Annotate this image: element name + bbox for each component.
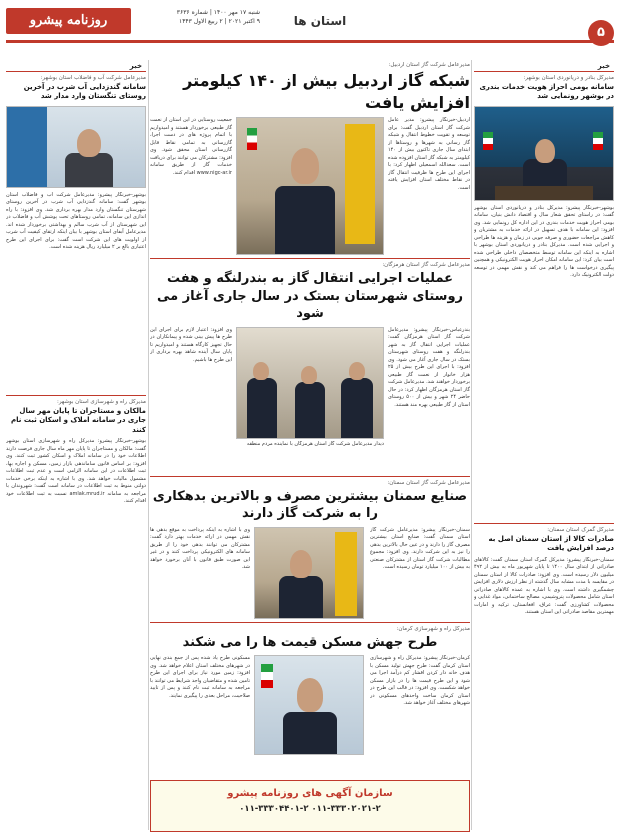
flag-icon bbox=[261, 664, 273, 688]
lead-headline: شبکه گاز اردبیل بیش از ۱۴۰ کیلومتر افزایش یافت bbox=[183, 71, 470, 112]
lead-article bbox=[150, 117, 470, 255]
classified-ad-box bbox=[150, 780, 470, 832]
article-body: بوشهر-خبرنگار پیشرو: مدیرعامل شرکت آب و فاضلاب استان بوشهر گفت: سامانه گندزدایی آب شرب در آخرین روستای شهرستان تنگستان وارد مدار بهره برداری شد. وی افزود: با راه اندازی این سامانه، تمامی روستاهای تحت پوشش آب و فاضلاب در این شهرستان از آب شرب سالم و بهداشتی برخوردار شده اند. مدیرعامل آبفای استان بوشهر با بیان اینکه ارتقای کیفیت آب شرب از اولویت های این شرکت است گفت: برای اجرای این طرح اعتباری بالغ بر ۲ میلیارد ریال هزینه شده است. bbox=[6, 191, 146, 251]
main-column bbox=[150, 60, 470, 830]
photo-caption: دیدار مدیرعامل شرکت گاز استان هرمزگان با نماینده مردم منطقه bbox=[246, 440, 384, 447]
column-label: خبر bbox=[6, 60, 146, 72]
person-figure bbox=[247, 378, 277, 439]
flag-icon bbox=[483, 132, 493, 150]
article-headline: صادرات کالا از استان سمنان اصل به درصد افزایش یافت bbox=[488, 534, 614, 553]
company-logo-banner bbox=[345, 124, 375, 244]
right-column bbox=[474, 60, 614, 830]
flag-icon bbox=[593, 132, 603, 150]
article-photo bbox=[474, 106, 614, 201]
article-headline: مالکان و مستاجران تا پایان مهر سال جاری در سامانه املاک و اسکان ثبت نام کنند bbox=[11, 406, 146, 434]
speaker-figure bbox=[65, 153, 113, 188]
podium bbox=[495, 186, 593, 200]
person-figure bbox=[295, 382, 325, 439]
article-photo bbox=[236, 327, 384, 439]
article-headline: صنایع سمنان بیشترین مصرف و بالاترین بدهکاری را به شرکت گاز دارند bbox=[152, 488, 468, 522]
speaker-head bbox=[297, 678, 323, 712]
issue-meta bbox=[140, 8, 260, 26]
article-body: وی افزود: اعتبار لازم برای اجرای این طرح ها پیش بینی شده و پیمانکاران در حال تجهیز کارگاه هستند و امیدواریم تا پایان سال آینده شاهد بهره برداری از این طرح ها باشیم. bbox=[150, 326, 232, 363]
article-body: جمعیت روستایی در این استان از نعمت گاز طبیعی برخوردار هستند و امیدواریم با اتمام پروژه های در دست اجرا، گازرسانی به تمامی نقاط قابل گازرسانی استان محقق شود. وی افزود: مشترکان می توانند برای دریافت خدمات گاز از طریق سامانه www.nigc-ar.ir اقدام کنند. bbox=[150, 117, 232, 176]
speaker-head bbox=[535, 139, 555, 163]
person-head bbox=[253, 362, 269, 380]
page-number: ۵ bbox=[588, 20, 614, 46]
article-body: بوشهر-خبرنگار پیشرو: مدیرکل بنادر و دریانوردی استان بوشهر گفت: در راستای تحقق شعار سال و اقتصاد دانش بنیان، سامانه بومی احراز هویت خدمات بندری در این اداره کل رونمایی شد. وی افزود: این سامانه با هدف تسهیل در ارائه خدمات به مشتریان و کاهش مراجعات حضوری و صرفه جویی در زمان و هزینه ها طراحی و اجرایی شده است. مدیرکل بنادر و دریانوردی استان بوشهر با اشاره به اینکه این سامانه توسط متخصصان داخلی طراحی شده است بیان کرد: این سامانه امکان احراز هویت الکترونیکی و همچنین پیگیری درخواست ها را فراهم می کند و نقش مهمی در توسعه دولت الکترونیک دارد. bbox=[474, 204, 614, 279]
article-kicker: مدیرکل گمرک استان سمنان: bbox=[547, 526, 614, 533]
article-photo bbox=[6, 106, 146, 188]
article-kicker: مدیرعامل شرکت گاز استان هرمزگان: bbox=[382, 262, 470, 269]
speaker-head bbox=[77, 129, 101, 157]
article-body: اردبیل-خبرنگار پیشرو: مدیر عامل شرکت گاز استان اردبیل گفت: برای توسعه و تقویت خطوط انتقال و شبکه گاز رسانی به شهرها و روستاها از ابتدای سال جاری تاکنون بیش از ۱۴۰ کیلومتر به شبکه گاز استان افزوده شده است. سعدالله اسمعیلی اظهار کرد: با اجرای این طرح ها ظرفیت انتقال گاز در نقاط مختلف استان افزایش یافته است. bbox=[388, 117, 470, 191]
article-body: سمنان-خبرنگار پیشرو: مدیرکل گمرک استان سمنان گفت: کالاهای صادراتی از ابتدای سال ۱۴۰۰ تا پایان شهریور ماه به بیش از ۴۹۲ میلیون دلار رسیده است. وی افزود: صادرات کالا از استان سمنان در مقایسه با مدت مشابه سال گذشته از نظر ارزش دلاری افزایش چشمگیری داشته است. وی با اشاره به عمده کالاهای صادراتی استان شامل محصولات پتروشیمی، مصالح ساختمانی، مواد غذایی و محصولات کشاورزی گفت: عراق، افغانستان، ترکیه و امارات مهمترین مقاصد صادراتی این استان هستند. bbox=[474, 556, 614, 616]
person-head bbox=[301, 366, 317, 384]
issue-date-line: شنبه ۱۷ مهر ۱۴۰۰ | شماره ۳۶۳۶ bbox=[176, 9, 260, 16]
speaker-figure bbox=[283, 712, 337, 755]
article-separator bbox=[474, 523, 614, 524]
speaker-figure bbox=[279, 576, 323, 619]
flag-icon bbox=[247, 128, 257, 150]
article-body: سمنان-خبرنگار پیشرو: مدیرعامل شرکت گاز استان سمنان گفت: صنایع استان بیشترین مصرف گاز را دارند و در عین حال بالاترین بدهی را نیز به این شرکت دارند. وی افزود: مجموع مطالبات شرکت گاز استان از مشترکان صنعتی به بیش از ۱۰۰ میلیارد تومان رسیده است. bbox=[370, 526, 470, 571]
page-header bbox=[0, 0, 620, 58]
company-logo-banner bbox=[335, 532, 357, 616]
article-body: بندرعباس-خبرنگار پیشرو: مدیرعامل شرکت گاز استان هرمزگان گفت: عملیات اجرایی انتقال گاز به شهر بندرلنگه و هفت روستای شهرستان بستک در سال جاری آغاز می شود. وی افزود: با اجرای این طرح بیش از ۲۵ هزار خانوار از نعمت گاز طبیعی برخوردار خواهند شد. مدیرعامل شرکت گاز استان هرمزگان اظهار کرد: در حال حاضر ۲۴ شهر و بیش از ۵۰۰ روستای استان از گاز طبیعی بهره مند هستند. bbox=[388, 326, 470, 408]
left-column bbox=[6, 60, 146, 830]
person-figure bbox=[341, 378, 373, 439]
article-kicker: مدیرعامل شرکت آب و فاضلاب استان بوشهر: bbox=[40, 75, 146, 81]
column-divider bbox=[148, 60, 149, 830]
article-separator bbox=[150, 258, 470, 259]
article-body: بوشهر-خبرنگار پیشرو: مدیرکل راه و شهرسازی استان بوشهر گفت: مالکان و مستاجران تا پایان مهر ماه سال جاری فرصت دارند اطلاعات خود را در سامانه املاک و اسکان کشور ثبت کنند. وی افزود: بر اساس قانون ساماندهی بازار زمین، مسکن و اجاره بها، ثبت اطلاعات در این سامانه الزامی است و عدم ثبت اطلاعات مشمول مالیات خواهد شد. وی با اشاره به اینکه برخی خدمات دولتی منوط به ثبت اطلاعات در سامانه است گفت: شهروندان با مراجعه به سامانه amlak.mrud.ir نسبت به ثبت اطلاعات خود اقدام کنند. bbox=[6, 438, 146, 505]
ad-phones: ۰۱۱-۳۳۳۰۴۴۰۱-۲ ۰۱۱-۳۳۳۰۲۰۲۱-۲ bbox=[239, 804, 381, 814]
article-kicker: مدیرکل بنادر و دریانوردی استان بوشهر: bbox=[523, 75, 614, 81]
newspaper-logo: روزنامه پیشرو bbox=[6, 8, 131, 34]
header-rule bbox=[6, 40, 614, 43]
article-kicker: مدیرعامل شرکت گاز استان سمنان: bbox=[387, 479, 470, 486]
article-kicker: مدیرکل راه و شهرسازی استان بوشهر: bbox=[57, 398, 146, 405]
article-body: کرمان-خبرنگار پیشرو: مدیرکل راه و شهرسازی استان کرمان گفت: طرح جهش تولید مسکن با هدف خانه دار کردن اقشار کم درآمد اجرا می شود و این طرح قیمت ها را در بازار مسکن خواهد شکست. وی افزود: در قالب این طرح در استان کرمان ساخت واحدهای مسکونی در شهرهای مختلف آغاز خواهد شد. bbox=[370, 655, 470, 707]
article-kicker: مدیرعامل شرکت گاز استان اردبیل: bbox=[388, 62, 470, 68]
article-headline: طرح جهش مسکن قیمت ها را می شکند bbox=[182, 634, 438, 650]
article bbox=[150, 527, 470, 619]
water-logo-banner bbox=[7, 107, 47, 188]
article bbox=[150, 655, 470, 755]
speaker-figure bbox=[275, 186, 335, 255]
article-headline: سامانه بومی احراز هویت خدمات بندری در بوشهر رونمایی شد bbox=[479, 83, 614, 101]
article-kicker: مدیرکل راه و شهرسازی کرمان: bbox=[396, 625, 470, 632]
article-separator bbox=[6, 395, 146, 396]
article bbox=[150, 327, 470, 473]
ad-title: سازمان آگهی های روزنامه پیشرو bbox=[227, 788, 393, 799]
article-photo bbox=[236, 117, 384, 255]
column-divider bbox=[471, 60, 472, 830]
article-headline: عملیات اجرایی انتقال گاز به بندرلنگه و هفت روستای شهرستان بستک در سال جاری آغاز می شود bbox=[156, 271, 464, 322]
article-separator bbox=[150, 622, 470, 623]
article-body: وی با اشاره به اینکه پرداخت به موقع بدهی ها نقش مهمی در ارائه خدمات بهتر دارد گفت: مشترکان می توانند بدهی خود را از طریق سامانه های الکترونیکی پرداخت کنند و در غیر این صورت طبق قانون با آنان برخورد خواهد شد. bbox=[150, 526, 250, 571]
article-photo bbox=[254, 655, 364, 755]
speaker-head bbox=[291, 148, 319, 184]
article-body: مسکونی طرح یاد شده پس از جمع بندی نهایی در شهرهای مختلف استان اعلام خواهد شد. وی افزود: زمین مورد نیاز برای اجرای این طرح تامین شده و متقاضیان واجد شرایط می توانند با مراجعه به سامانه ثبت نام کنند و پس از تایید صلاحیت، مراحل بعدی را پیگیری نمایند. bbox=[150, 655, 250, 699]
issue-date-line-2: ۹ اکتبر ۲۰۲۱ | ۲ ربیع الاول ۱۴۴۳ bbox=[178, 18, 260, 25]
article-separator bbox=[150, 476, 470, 477]
article-photo bbox=[254, 527, 364, 619]
section-title: استان ها bbox=[293, 14, 347, 28]
person-head bbox=[349, 362, 365, 380]
article-headline: سامانه گندزدایی آب شرب در آخرین روستای تنگستان وارد مدار شد bbox=[23, 83, 146, 101]
speaker-head bbox=[290, 550, 312, 578]
column-label: خبر bbox=[474, 60, 614, 72]
